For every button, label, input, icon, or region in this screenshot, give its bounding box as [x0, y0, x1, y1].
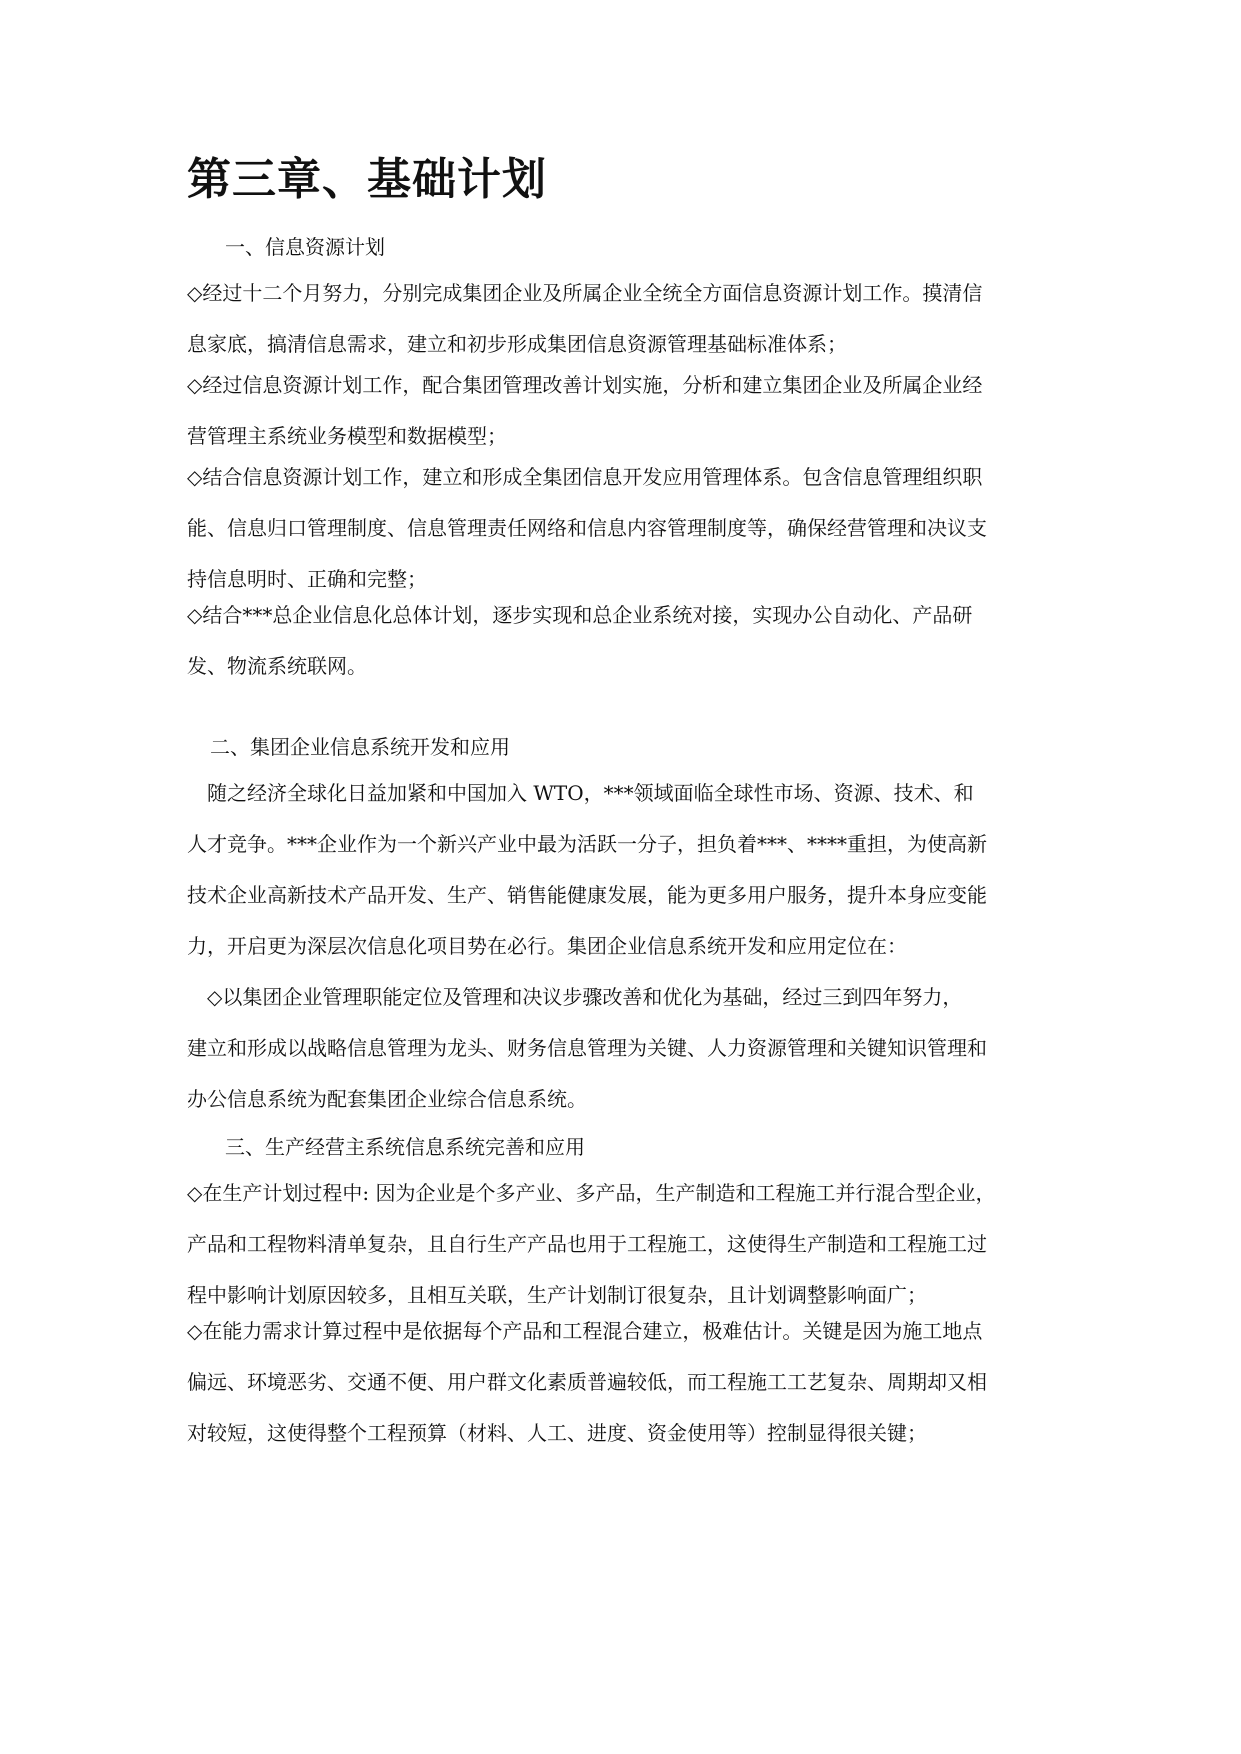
text-line: ◇经过十二个月努力，分别完成集团企业及所属企业全统全方面信息资源计划工作。摸清信: [187, 281, 983, 305]
paragraph: [187, 590, 1057, 692]
text-line: 技术企业高新技术产品开发、生产、销售能健康发展，能为更多用户服务，提升本身应变能: [187, 883, 987, 907]
text-line: 发、物流系统联网。: [187, 654, 367, 678]
text-line: ◇以集团企业管理职能定位及管理和决议步骤改善和优化为基础，经过三到四年努力，: [187, 985, 963, 1009]
paragraph: [187, 1306, 1057, 1459]
paragraph: [187, 1168, 1057, 1321]
text-line: 人才竞争。***企业作为一个新兴产业中最为活跃一分子，担负着***、****重担，为使高新: [187, 832, 987, 856]
text-line: ◇在生产计划过程中: 因为企业是个多产业、多产品，生产制造和工程施工并行混合型企业，: [187, 1181, 996, 1205]
text-line: 营管理主系统业务模型和数据模型；: [187, 424, 507, 448]
text-line: ◇在能力需求计算过程中是依据每个产品和工程混合建立，极难估计。关键是因为施工地点: [187, 1319, 983, 1343]
section-heading-2: 二、集团企业信息系统开发和应用: [210, 735, 510, 759]
chapter-title: 第三章、基础计划: [187, 154, 547, 205]
paragraph: [187, 768, 1057, 972]
text-line: ◇结合***总企业信息化总体计划，逐步实现和总企业系统对接，实现办公自动化、产品研: [187, 603, 973, 627]
text-line: 持信息明时、正确和完整；: [187, 567, 427, 591]
text-line: 偏远、环境恶劣、交通不便、用户群文化素质普遍较低，而工程施工工艺复杂、周期却又相: [187, 1370, 987, 1394]
text-line: 力，开启更为深层次信息化项目势在必行。集团企业信息系统开发和应用定位在：: [187, 934, 907, 958]
text-line: 随之经济全球化日益加紧和中国加入 WTO，***领域面临全球性市场、资源、技术、和: [187, 781, 974, 805]
paragraph: [187, 972, 1057, 1125]
section-heading-1: 一、信息资源计划: [225, 235, 385, 259]
paragraph: [187, 452, 1057, 605]
paragraph: [187, 360, 1057, 462]
text-line: 产品和工程物料清单复杂，且自行生产产品也用于工程施工，这使得生产制造和工程施工过: [187, 1232, 987, 1256]
text-line: 对较短，这使得整个工程预算（材料、人工、进度、资金使用等）控制显得很关键；: [187, 1421, 927, 1445]
text-line: 息家底，搞清信息需求，建立和初步形成集团信息资源管理基础标准体系；: [187, 332, 847, 356]
text-line: 能、信息归口管理制度、信息管理责任网络和信息内容管理制度等，确保经营管理和决议支: [187, 516, 987, 540]
text-line: ◇结合信息资源计划工作，建立和形成全集团信息开发应用管理体系。包含信息管理组织职: [187, 465, 983, 489]
text-line: 程中影响计划原因较多，且相互关联，生产计划制订很复杂，且计划调整影响面广；: [187, 1283, 927, 1307]
text-line: 办公信息系统为配套集团企业综合信息系统。: [187, 1087, 587, 1111]
paragraph: [187, 268, 1057, 370]
section-heading-3: 三、生产经营主系统信息系统完善和应用: [225, 1135, 585, 1159]
text-line: ◇经过信息资源计划工作，配合集团管理改善计划实施，分析和建立集团企业及所属企业经: [187, 373, 983, 397]
text-line: 建立和形成以战略信息管理为龙头、财务信息管理为关键、人力资源管理和关键知识管理和: [187, 1036, 987, 1060]
